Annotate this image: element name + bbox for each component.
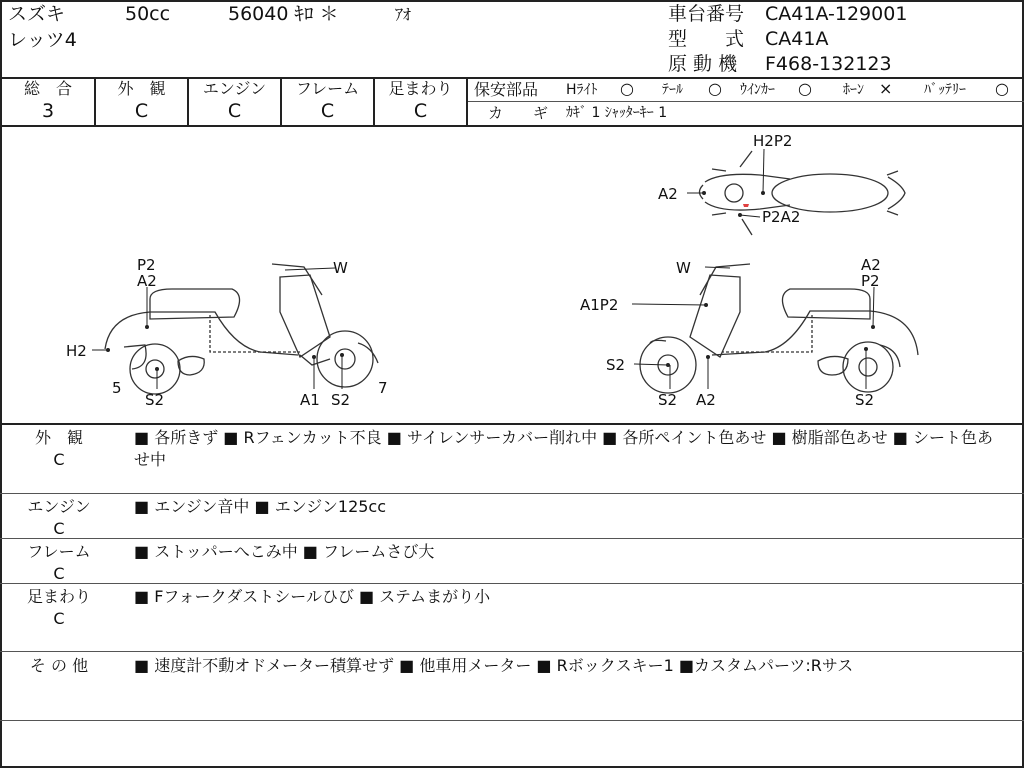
label-left-a2: A2 <box>137 272 157 290</box>
label-right-p2: P2 <box>861 272 880 290</box>
divider <box>0 583 1024 584</box>
note-frame-category: フレーム <box>27 542 91 561</box>
damage-marker <box>743 204 749 207</box>
grade-frame-label: フレーム <box>295 79 360 98</box>
grade-frame-value: C <box>320 100 335 122</box>
note-exterior-text: ■ 各所きず ■ Rフェンカット不良 ■ サイレンサーカバー削れ中 ■ 各所ペイント色あせ ■ 樹脂部色あせ ■ シート色あせ中 <box>134 428 993 469</box>
divider <box>0 423 1024 425</box>
note-suspension-text: ■ Fフォークダストシールひび ■ ステムまがり小 <box>134 587 491 606</box>
label-right-s2-rear: S2 <box>855 391 875 409</box>
label-right-a2-bottom: A2 <box>696 391 716 409</box>
label-right-s2-front: S2 <box>606 356 626 374</box>
mileage: 56040 ｷﾛ ＊ <box>228 3 339 25</box>
label-left-5: 5 <box>112 379 122 397</box>
horn-label: ﾎｰﾝ <box>843 82 864 98</box>
note-other-text: ■ 速度計不動オドメーター積算せず ■ 他車用メーター ■ Rボックスキー1 ■カスタムパーツ:Rサス <box>134 656 854 675</box>
displacement: 50cc <box>125 3 171 25</box>
top-view-scooter <box>700 151 906 235</box>
leader-dots <box>106 191 875 371</box>
label-right-a1p2: A1P2 <box>580 296 619 314</box>
grade-total-value: 3 <box>41 100 55 122</box>
winker-mark: ○ <box>798 79 812 98</box>
key-value: ｶｷﾞ 1 ｼｬｯﾀｰｷｰ 1 <box>566 105 668 121</box>
headlight-mark: ○ <box>620 79 634 98</box>
model-name: レッツ4 <box>8 29 77 51</box>
scooter-diagram-svg <box>0 127 1024 423</box>
scooter-damage-diagram <box>0 127 1024 423</box>
maker: スズキ <box>8 3 66 25</box>
winker-label: ｳｲﾝｶｰ <box>740 82 775 98</box>
tail-mark: ○ <box>708 79 722 98</box>
divider <box>0 493 1024 494</box>
label-left-w: W <box>333 259 348 277</box>
note-engine-grade: C <box>53 519 65 538</box>
label-left-7: 7 <box>378 379 388 397</box>
engine-no: F468-132123 <box>765 53 892 75</box>
divider <box>0 651 1024 652</box>
divider <box>0 538 1024 539</box>
safety-label: 保安部品 <box>474 80 539 99</box>
note-engine-text: ■ エンジン音中 ■ エンジン125cc <box>134 497 387 516</box>
note-frame-text: ■ ストッパーへこみ中 ■ フレームさび大 <box>134 542 435 561</box>
horn-mark: × <box>879 79 893 98</box>
color: ｱｵ <box>395 5 412 24</box>
model-type-label: 型 式 <box>668 28 745 50</box>
headlight-label: Hﾗｲﾄ <box>566 82 598 98</box>
label-left-a1: A1 <box>300 391 320 409</box>
divider <box>0 720 1024 721</box>
battery-mark: ○ <box>995 79 1009 98</box>
engine-no-label: 原 動 機 <box>668 53 738 75</box>
frame-no: CA41A-129001 <box>765 3 908 25</box>
label-top-a2: A2 <box>658 185 678 203</box>
grade-suspension-label: 足まわり <box>388 79 453 98</box>
frame-no-label: 車台番号 <box>668 3 745 25</box>
grade-total-label: 総 合 <box>23 79 72 98</box>
note-frame-grade: C <box>53 564 65 583</box>
tail-label: ﾃｰﾙ <box>662 82 683 98</box>
model-type: CA41A <box>765 28 829 50</box>
grade-exterior-label: 外 観 <box>117 79 166 98</box>
label-top-h2p2: H2P2 <box>753 132 793 150</box>
note-other-category: そ の 他 <box>29 656 89 675</box>
note-engine-category: エンジン <box>27 497 91 516</box>
label-left-h2: H2 <box>66 342 87 360</box>
label-left-s2-rear: S2 <box>331 391 351 409</box>
note-exterior-category: 外 観 <box>34 428 83 447</box>
label-right-a2: A2 <box>861 256 881 274</box>
grade-engine-value: C <box>227 100 242 122</box>
battery-label: ﾊﾞｯﾃﾘｰ <box>924 82 966 98</box>
grade-exterior-value: C <box>134 100 149 122</box>
label-left-s2-front: S2 <box>145 391 165 409</box>
note-exterior-grade: C <box>53 450 65 469</box>
grade-suspension-value: C <box>413 100 428 122</box>
key-label: カ ギ <box>488 104 549 122</box>
label-left-p2: P2 <box>137 256 156 274</box>
grade-engine-label: エンジン <box>202 79 267 98</box>
note-suspension-category: 足まわり <box>26 587 91 606</box>
label-right-w: W <box>676 259 691 277</box>
label-right-s2-bottom: S2 <box>658 391 678 409</box>
note-suspension-grade: C <box>53 609 65 628</box>
label-top-p2a2: P2A2 <box>762 208 801 226</box>
divider <box>468 101 1024 102</box>
